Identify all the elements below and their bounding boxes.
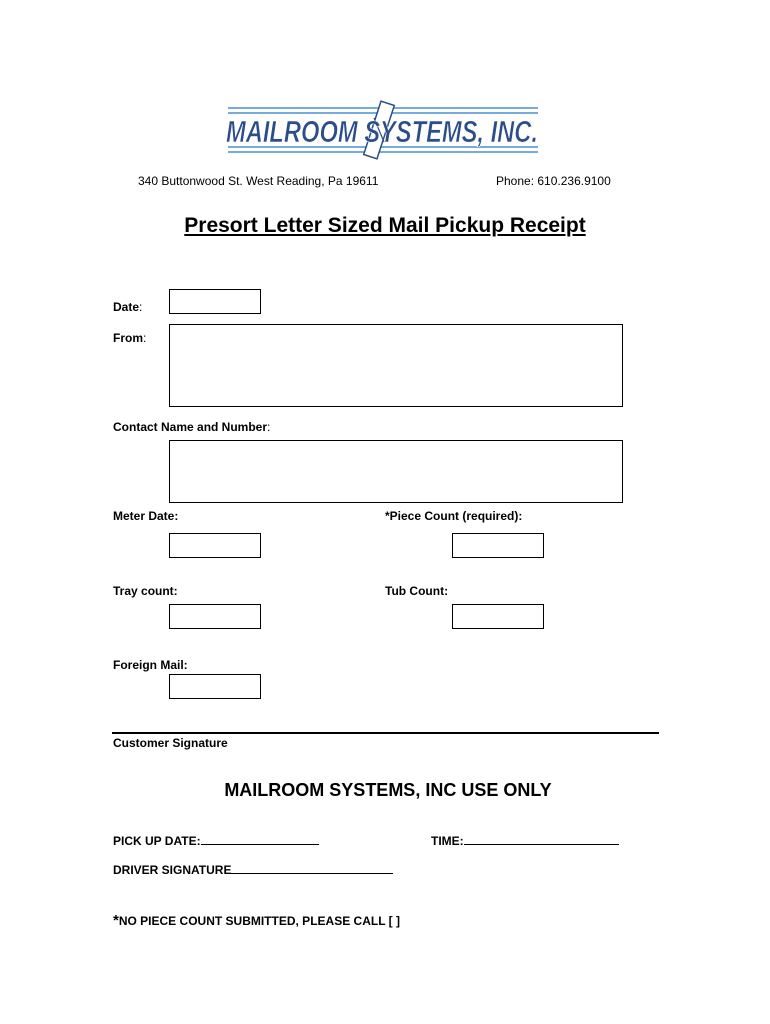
contact-field[interactable] (169, 440, 623, 503)
pickup-date-row (113, 834, 319, 848)
customer-signature-line[interactable] (112, 732, 659, 734)
driver-signature-line[interactable] (231, 863, 393, 874)
contact-label: Contact Name and Number: (113, 420, 271, 434)
tub-count-field[interactable] (452, 604, 544, 629)
note-asterisk: * (113, 912, 119, 929)
time-label: TIME: (431, 834, 464, 848)
date-field[interactable] (169, 289, 261, 314)
company-logo (222, 100, 544, 162)
time-row (431, 834, 619, 848)
piece-count-field[interactable] (452, 533, 544, 558)
logo-text: MAILROOM SYSTEMS, INC. (226, 114, 538, 149)
time-line[interactable] (464, 834, 619, 845)
foreign-mail-label: Foreign Mail: (113, 658, 188, 672)
tub-count-label: Tub Count: (385, 584, 449, 598)
company-phone: Phone: 610.236.9100 (496, 174, 611, 188)
note-text: NO PIECE COUNT SUBMITTED, PLEASE CALL [ ] (118, 914, 400, 928)
piece-count-label: *Piece Count (required): (385, 509, 523, 523)
meter-date-label: Meter Date: (113, 509, 179, 523)
company-address: 340 Buttonwood St. West Reading, Pa 19611 (138, 174, 379, 188)
driver-signature-row (113, 863, 393, 877)
office-use-heading: MAILROOM SYSTEMS, INC USE ONLY (224, 780, 552, 800)
tray-count-field[interactable] (169, 604, 261, 629)
customer-signature-label: Customer Signature (113, 736, 228, 750)
tray-count-label: Tray count: (113, 584, 178, 598)
piece-count-note (113, 912, 400, 929)
driver-signature-label: DRIVER SIGNATURE (113, 863, 232, 877)
mailroom-logo-graphic (222, 100, 544, 162)
meter-date-field[interactable] (169, 533, 261, 558)
page-title: Presort Letter Sized Mail Pickup Receipt (184, 214, 586, 237)
pickup-date-line[interactable] (201, 834, 319, 845)
from-field[interactable] (169, 324, 623, 407)
foreign-mail-field[interactable] (169, 674, 261, 699)
from-label: From: (113, 331, 147, 345)
pickup-date-label: PICK UP DATE: (113, 834, 201, 848)
date-label: Date: (113, 300, 143, 314)
